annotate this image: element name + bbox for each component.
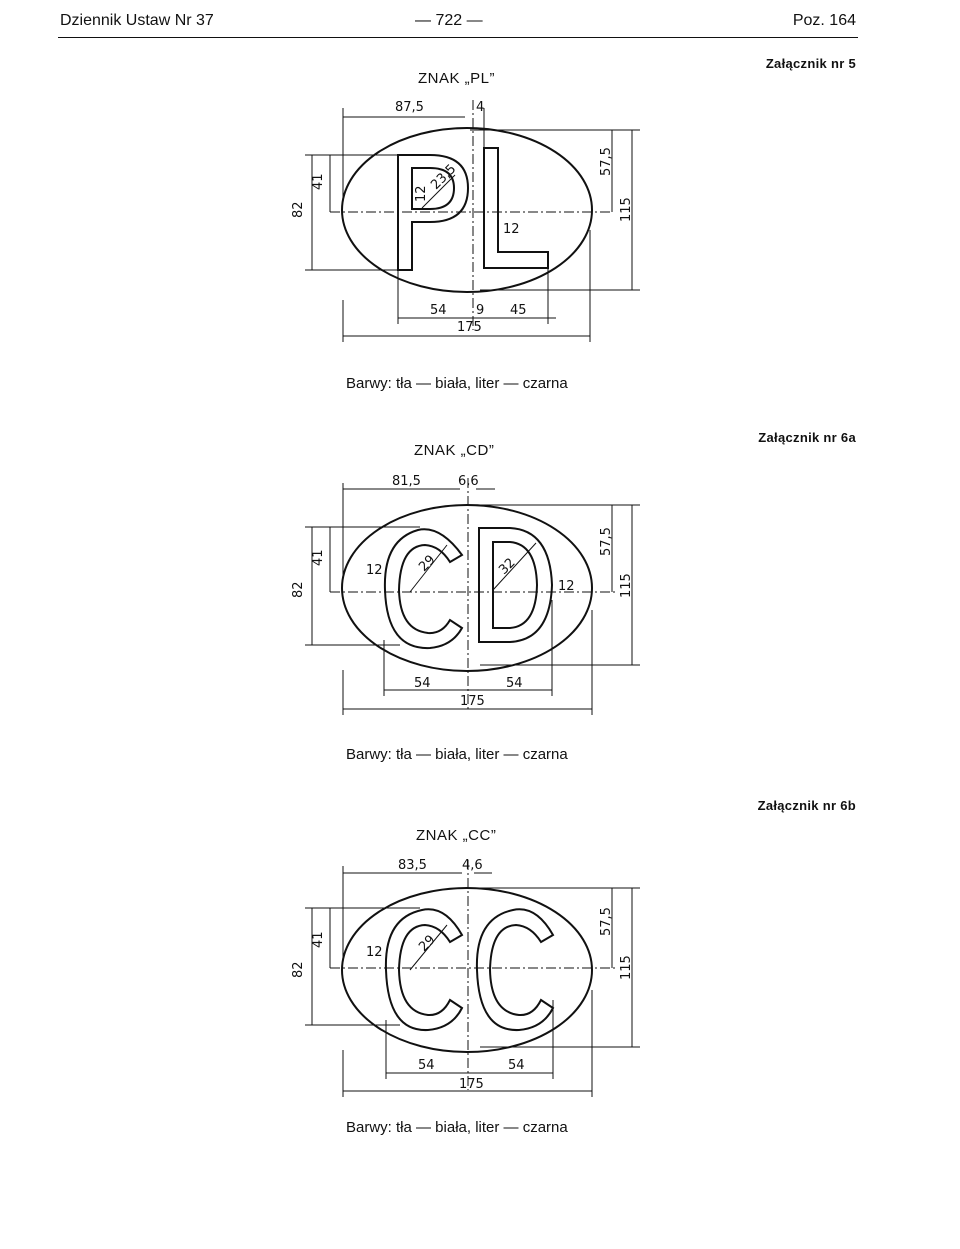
cd-dim-left-outer: 82	[291, 581, 306, 598]
cd-dim-top-gap: 6,6	[458, 474, 479, 489]
pl-colors-note: Barwy: tła — biała, liter — czarna	[346, 375, 568, 392]
pl-dim-bottom-mid: 9	[476, 303, 485, 318]
pl-dim-bottom-left: 54	[430, 303, 447, 318]
cd-dim-total: 175	[460, 694, 485, 709]
sign-title-pl: ZNAK „PL”	[418, 70, 496, 87]
cd-dim-right-inner: 57,5	[599, 527, 614, 556]
sign-title-cd: ZNAK „CD”	[414, 442, 495, 459]
cd-dim-radius-c: 29	[416, 552, 439, 575]
pl-dim-stroke-h: 12	[503, 222, 520, 237]
cc-letter-c-left	[386, 909, 462, 1030]
cd-dim-right-outer: 115	[619, 573, 634, 598]
pl-dim-left-inner: 41	[311, 173, 326, 190]
journal-title: Dziennik Ustaw Nr 37	[60, 12, 214, 29]
cd-letter-d	[479, 528, 552, 642]
cc-dim-bottom-right: 54	[508, 1058, 525, 1073]
sign-title-cc: ZNAK „CC”	[416, 827, 497, 844]
pl-dim-total: 175	[457, 320, 482, 335]
pl-dim-bottom-right: 45	[510, 303, 527, 318]
pl-dim-right-inner: 57,5	[599, 147, 614, 176]
pl-dim-stroke-v: 12	[414, 185, 429, 202]
pl-dim-right-outer: 115	[619, 197, 634, 222]
pl-oval	[342, 128, 592, 292]
cc-dim-right-inner: 57,5	[599, 907, 614, 936]
cd-dim-top-left: 81,5	[392, 474, 421, 489]
pl-dim-radius: 23,5	[428, 161, 460, 193]
cc-dim-stroke-c: 12	[366, 945, 383, 960]
cd-dim-radius-d: 32	[496, 555, 519, 578]
page-number: — 722 —	[415, 12, 483, 29]
pl-dim-top-left: 87,5	[395, 100, 424, 115]
cc-dim-total: 175	[459, 1077, 484, 1092]
cc-dim-bottom-left: 54	[418, 1058, 435, 1073]
cc-dim-top-left: 83,5	[398, 858, 427, 873]
cd-oval	[342, 505, 592, 671]
cd-colors-note: Barwy: tła — biała, liter — czarna	[346, 746, 568, 763]
cc-oval	[342, 888, 592, 1052]
cd-dim-bottom-right: 54	[506, 676, 523, 691]
cc-dim-right-outer: 115	[619, 955, 634, 980]
cd-dim-stroke-c: 12	[366, 563, 383, 578]
position-number: Poz. 164	[792, 12, 856, 29]
cc-letter-c-right	[477, 909, 553, 1030]
cc-dim-left-inner: 41	[311, 931, 326, 948]
cc-dim-left-outer: 82	[291, 961, 306, 978]
pl-sign-drawing	[0, 0, 960, 380]
cd-letter-c	[385, 529, 462, 648]
cd-sign-drawing	[0, 460, 960, 760]
cd-dim-left-inner: 41	[311, 549, 326, 566]
cd-dim-stroke-d: 12	[558, 579, 575, 594]
annex-label-6a: Załącznik nr 6a	[758, 430, 856, 445]
annex-label-5: Załącznik nr 5	[765, 56, 856, 71]
annex-label-6b: Załącznik nr 6b	[757, 798, 856, 813]
pl-letter-l	[484, 148, 548, 268]
cc-dim-radius-c: 29	[416, 932, 439, 955]
cc-sign-drawing	[0, 845, 960, 1125]
pl-dim-left-outer: 82	[291, 201, 306, 218]
pl-dim-top-gap: 4	[476, 100, 485, 115]
cd-dim-bottom-left: 54	[414, 676, 431, 691]
cc-colors-note: Barwy: tła — biała, liter — czarna	[346, 1119, 568, 1136]
cc-dim-top-gap: 4,6	[462, 858, 483, 873]
